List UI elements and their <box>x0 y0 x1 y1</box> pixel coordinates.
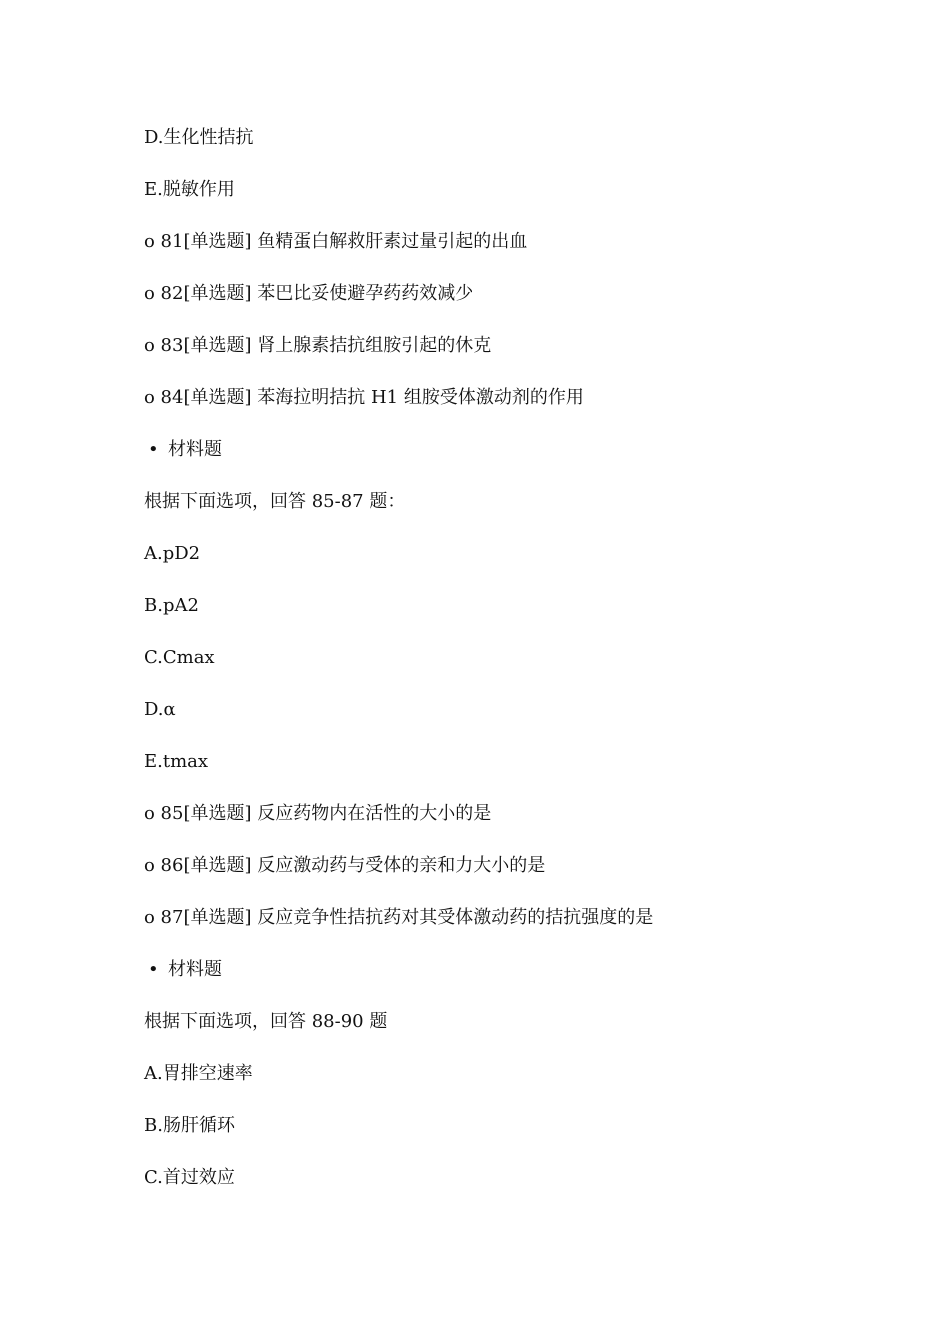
option-line <box>144 594 199 618</box>
line-text: o 87[单选题] 反应竞争性拮抗药对其受体激动药的拮抗强度的是 <box>144 907 654 928</box>
option-line <box>144 542 200 566</box>
option-line <box>144 178 235 202</box>
option-line <box>144 1062 253 1086</box>
line-text: E.脱敏作用 <box>144 179 235 200</box>
line-text: B.pA2 <box>144 595 199 616</box>
line-text: 材料题 <box>168 439 222 460</box>
question-line <box>144 906 653 930</box>
question-line <box>144 386 584 410</box>
question-line <box>144 802 491 826</box>
line-text: C.Cmax <box>144 647 215 668</box>
option-line <box>144 1114 235 1138</box>
line-text: D.生化性拮抗 <box>144 127 254 148</box>
question-line <box>144 334 491 358</box>
question-line <box>144 282 473 306</box>
instruction-line <box>144 490 405 514</box>
line-text: E.tmax <box>144 751 209 772</box>
line-text: o 81[单选题] 鱼精蛋白解救肝素过量引起的出血 <box>144 231 528 252</box>
line-text: o 86[单选题] 反应激动药与受体的亲和力大小的是 <box>144 855 546 876</box>
bullet-icon: • <box>148 959 159 980</box>
line-text: 根据下面选项，回答 85-87 题： <box>144 491 406 512</box>
line-text: o 82[单选题] 苯巴比妥使避孕药药效减少 <box>144 283 474 304</box>
line-text: 根据下面选项，回答 88-90 题 <box>144 1011 388 1032</box>
line-text: 材料题 <box>168 959 222 980</box>
option-line <box>144 1166 235 1190</box>
line-text: C.首过效应 <box>144 1167 235 1188</box>
question-line <box>144 854 545 878</box>
option-line <box>144 698 176 722</box>
line-text: A.胃排空速率 <box>144 1063 253 1084</box>
option-line <box>144 126 254 150</box>
line-text: o 83[单选题] 肾上腺素拮抗组胺引起的休克 <box>144 335 492 356</box>
question-line <box>144 230 527 254</box>
line-text: D.α <box>144 699 176 720</box>
option-line <box>144 646 215 670</box>
section-heading <box>144 438 222 462</box>
line-text: o 84[单选题] 苯海拉明拮抗 H1 组胺受体激动剂的作用 <box>144 387 584 408</box>
option-line <box>144 750 208 774</box>
instruction-line <box>144 1010 387 1034</box>
section-heading <box>144 958 222 982</box>
line-text: A.pD2 <box>144 543 201 564</box>
line-text: o 85[单选题] 反应药物内在活性的大小的是 <box>144 803 492 824</box>
bullet-icon: • <box>148 439 159 460</box>
line-text: B.肠肝循环 <box>144 1115 235 1136</box>
